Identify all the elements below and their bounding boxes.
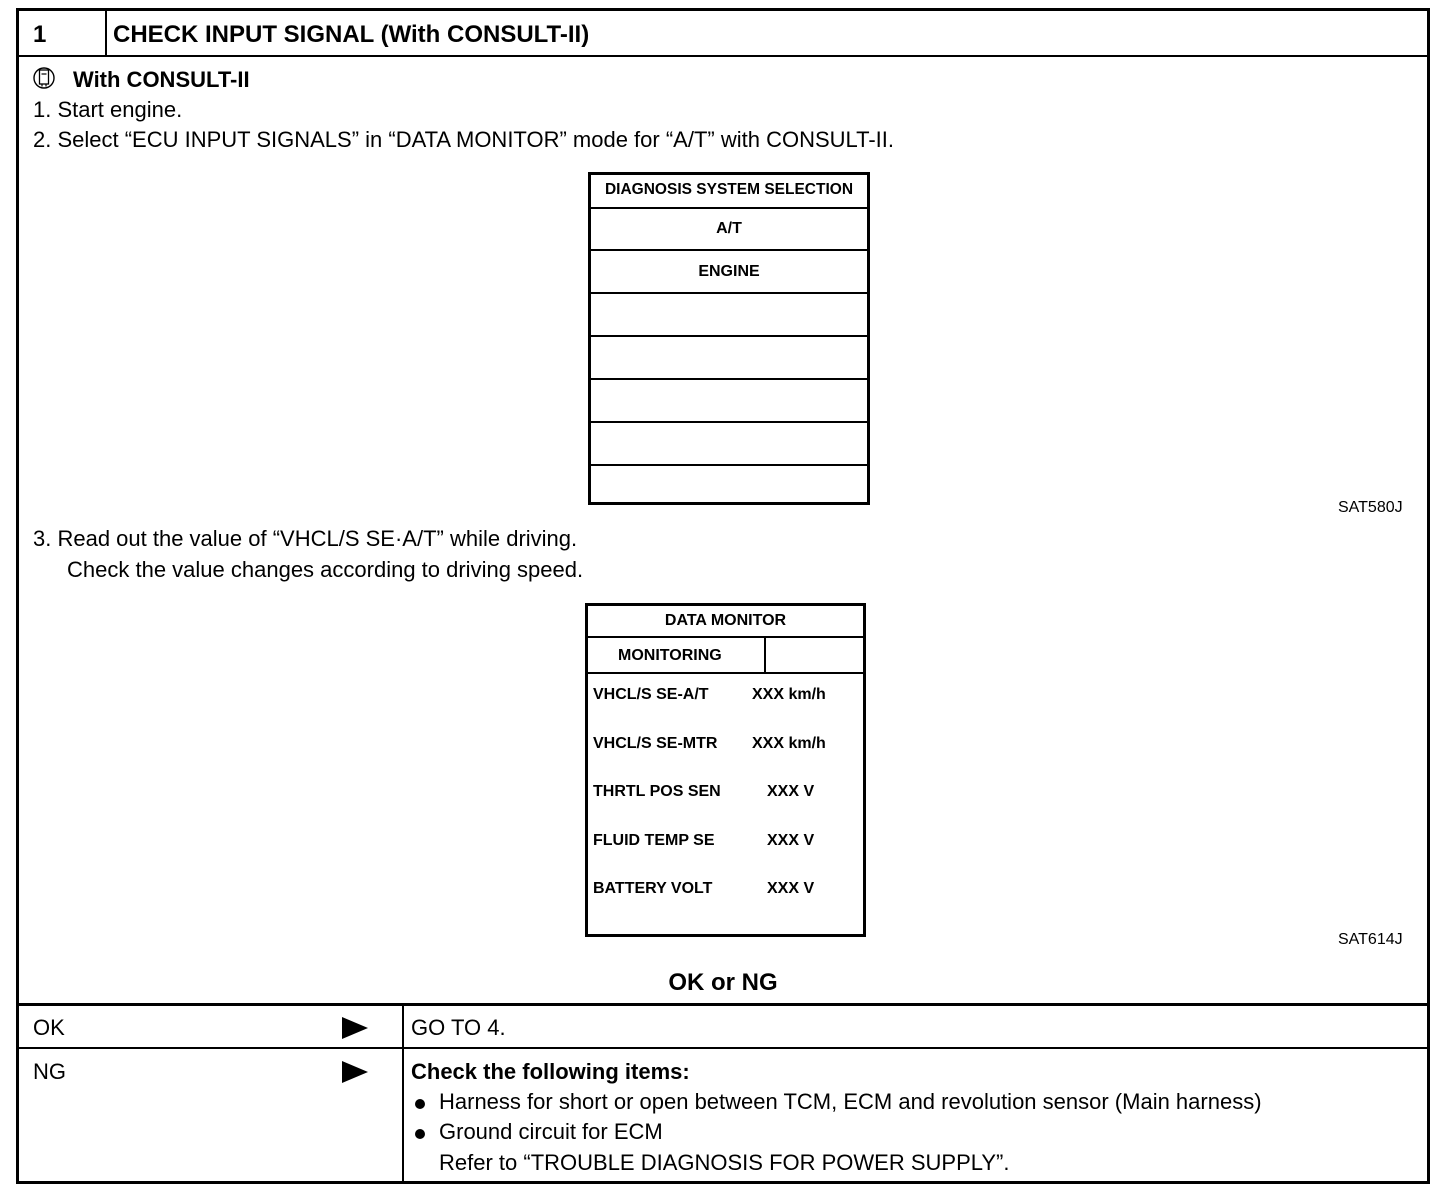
step-2: 2. Select “ECU INPUT SIGNALS” in “DATA MONITOR” mode for “A/T” with CONSULT-II. — [33, 127, 895, 152]
results-column-divider — [402, 1003, 404, 1184]
monitor-item-label: BATTERY VOLT — [593, 880, 713, 897]
ng-item-1: Harness for short or open between TCM, ECM and revolution sensor (Main harness) — [439, 1089, 1262, 1114]
figure-code-2: SAT614J — [1338, 931, 1403, 948]
ok-action: GO TO 4. — [411, 1015, 506, 1040]
screen-header: DIAGNOSIS SYSTEM SELECTION — [604, 181, 854, 198]
ng-action-title: Check the following items: — [411, 1059, 690, 1084]
monitoring-divider — [764, 638, 766, 672]
monitor-item-label: VHCL/S SE-MTR — [593, 735, 718, 752]
system-option-empty[interactable] — [591, 423, 867, 466]
ng-note: Refer to “TROUBLE DIAGNOSIS FOR POWER SUPPLY”. — [439, 1150, 1010, 1175]
ok-rule — [19, 1047, 1427, 1049]
screen-header-row — [591, 175, 867, 209]
system-option-at[interactable]: A/T — [591, 209, 867, 251]
result-prompt: OK or NG — [668, 969, 778, 996]
system-option-engine[interactable]: ENGINE — [591, 251, 867, 294]
step-3-note: Check the value changes according to driving speed. — [67, 557, 584, 582]
ok-label: OK — [33, 1015, 65, 1040]
step-number: 1 — [33, 21, 47, 48]
step-1: 1. Start engine. — [33, 97, 183, 122]
ok-arrow-icon — [342, 1017, 368, 1039]
data-monitor-screen — [585, 603, 866, 937]
monitor-item-value: XXX V — [767, 783, 815, 800]
monitor-item-label: THRTL POS SEN — [593, 783, 721, 800]
monitor-item-label: FLUID TEMP SE — [593, 832, 715, 849]
ng-label: NG — [33, 1059, 66, 1084]
step-title: CHECK INPUT SIGNAL (With CONSULT-II) — [113, 21, 590, 48]
monitor-item-value: XXX V — [767, 880, 815, 897]
monitor-header: DATA MONITOR — [664, 612, 787, 629]
monitor-item-value: XXX V — [767, 832, 815, 849]
ng-arrow-icon — [342, 1061, 368, 1083]
system-option-empty[interactable] — [591, 294, 867, 337]
system-option-empty[interactable] — [591, 337, 867, 380]
mode-label: With CONSULT-II — [73, 67, 250, 92]
diagnosis-system-selection-screen — [588, 172, 870, 505]
inspection-step-frame — [16, 8, 1430, 1184]
consult-ii-icon — [33, 66, 53, 90]
monitoring-row — [588, 638, 863, 674]
results-rule — [19, 1003, 1427, 1006]
ng-item-2: Ground circuit for ECM — [439, 1119, 663, 1144]
step-3: 3. Read out the value of “VHCL/S SE·A/T” while driving. — [33, 526, 578, 551]
monitor-item-value: XXX km/h — [752, 686, 826, 703]
monitor-header-row — [588, 606, 863, 638]
bullet-icon — [415, 1129, 425, 1139]
system-option-empty[interactable] — [591, 380, 867, 423]
monitor-item-label: VHCL/S SE-A/T — [593, 686, 709, 703]
header-divider — [105, 11, 107, 55]
figure-code-1: SAT580J — [1338, 499, 1403, 516]
header-rule — [19, 55, 1427, 57]
bullet-icon — [415, 1099, 425, 1109]
monitoring-label: MONITORING — [618, 647, 722, 664]
monitor-item-value: XXX km/h — [752, 735, 826, 752]
